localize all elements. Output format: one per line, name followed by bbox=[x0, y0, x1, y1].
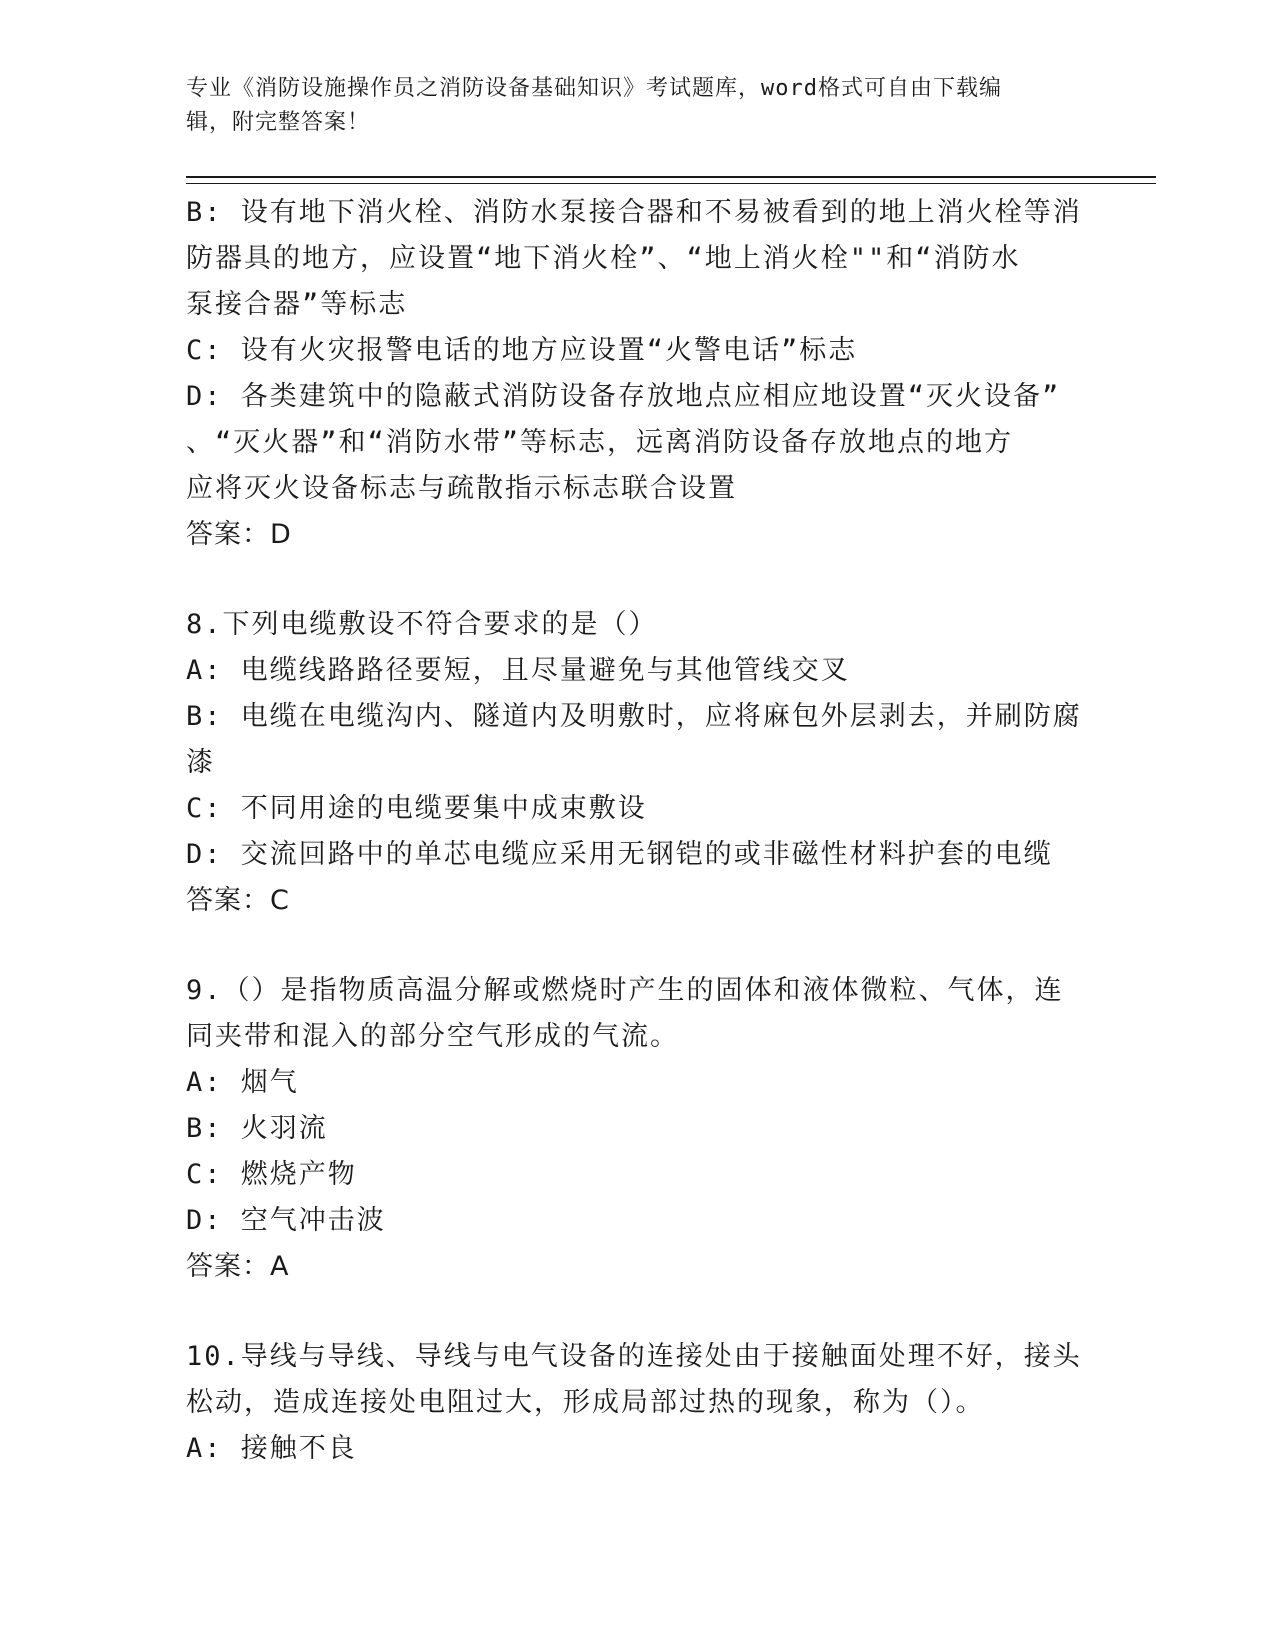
option-b: B: 火羽流 bbox=[186, 1113, 328, 1144]
option-a: A: 烟气 bbox=[186, 1067, 299, 1098]
question-9-text-line: 同夹带和混入的部分空气形成的气流。 bbox=[186, 1021, 679, 1052]
question-10-block bbox=[186, 1334, 1086, 1472]
header-line-2: 辑，附完整答案！ bbox=[186, 110, 371, 135]
option-c: C: 设有火灾报警电话的地方应设置“火警电话”标志 bbox=[186, 335, 858, 366]
option-d-line: 、“灭火器”和“消防水带”等标志，远离消防设备存放地点的地方 bbox=[186, 427, 1014, 458]
option-a: A: 电缆线路路径要短，且尽量避免与其他管线交叉 bbox=[186, 655, 850, 686]
question-9-text-line: 9.（）是指物质高温分解或燃烧时产生的固体和液体微粒、气体，连 bbox=[186, 975, 1064, 1006]
option-b-line: B: 电缆在电缆沟内、隧道内及明敷时，应将麻包外层剥去，并刷防腐 bbox=[186, 701, 1082, 732]
answer-8: 答案：C bbox=[186, 885, 290, 916]
header-line-1: 专业《消防设施操作员之消防设备基础知识》考试题库，word格式可自由下载编 bbox=[186, 76, 1002, 101]
option-c: C: 不同用途的电缆要集中成束敷设 bbox=[186, 793, 647, 824]
answer-7: 答案：D bbox=[186, 519, 292, 550]
answer-9: 答案：A bbox=[186, 1251, 290, 1282]
option-b-line: 漆 bbox=[186, 747, 215, 778]
question-10-text-line: 10.导线与导线、导线与电气设备的连接处由于接触面处理不好，接头 bbox=[186, 1341, 1082, 1372]
option-d: D: 交流回路中的单芯电缆应采用无钢铠的或非磁性材料护套的电缆 bbox=[186, 839, 1053, 870]
header-divider bbox=[186, 176, 1156, 184]
spacer bbox=[186, 924, 1086, 968]
page-header bbox=[186, 72, 1066, 140]
question-8-text: 8.下列电缆敷设不符合要求的是（） bbox=[186, 609, 658, 640]
question-9-block bbox=[186, 968, 1086, 1290]
option-b-line: B: 设有地下消火栓、消防水泵接合器和不易被看到的地上消火栓等消 bbox=[186, 197, 1082, 228]
option-b-line: 泵接合器”等标志 bbox=[186, 289, 408, 320]
option-b-line: 防器具的地方，应设置“地下消火栓”、“地上消火栓""和“消防水 bbox=[186, 243, 1021, 274]
question-10-text-line: 松动，造成连接处电阻过大，形成局部过热的现象，称为（）。 bbox=[186, 1387, 985, 1418]
question-7-block bbox=[186, 190, 1086, 558]
question-content bbox=[186, 190, 1086, 1472]
option-a: A: 接触不良 bbox=[186, 1433, 357, 1464]
spacer bbox=[186, 1290, 1086, 1334]
question-8-block bbox=[186, 602, 1086, 924]
option-d: D: 空气冲击波 bbox=[186, 1205, 386, 1236]
option-c: C: 燃烧产物 bbox=[186, 1159, 357, 1190]
option-d-line: 应将灭火设备标志与疏散指示标志联合设置 bbox=[186, 473, 737, 504]
option-d-line: D: 各类建筑中的隐蔽式消防设备存放地点应相应地设置“灭火设备” bbox=[186, 381, 1061, 412]
spacer bbox=[186, 558, 1086, 602]
